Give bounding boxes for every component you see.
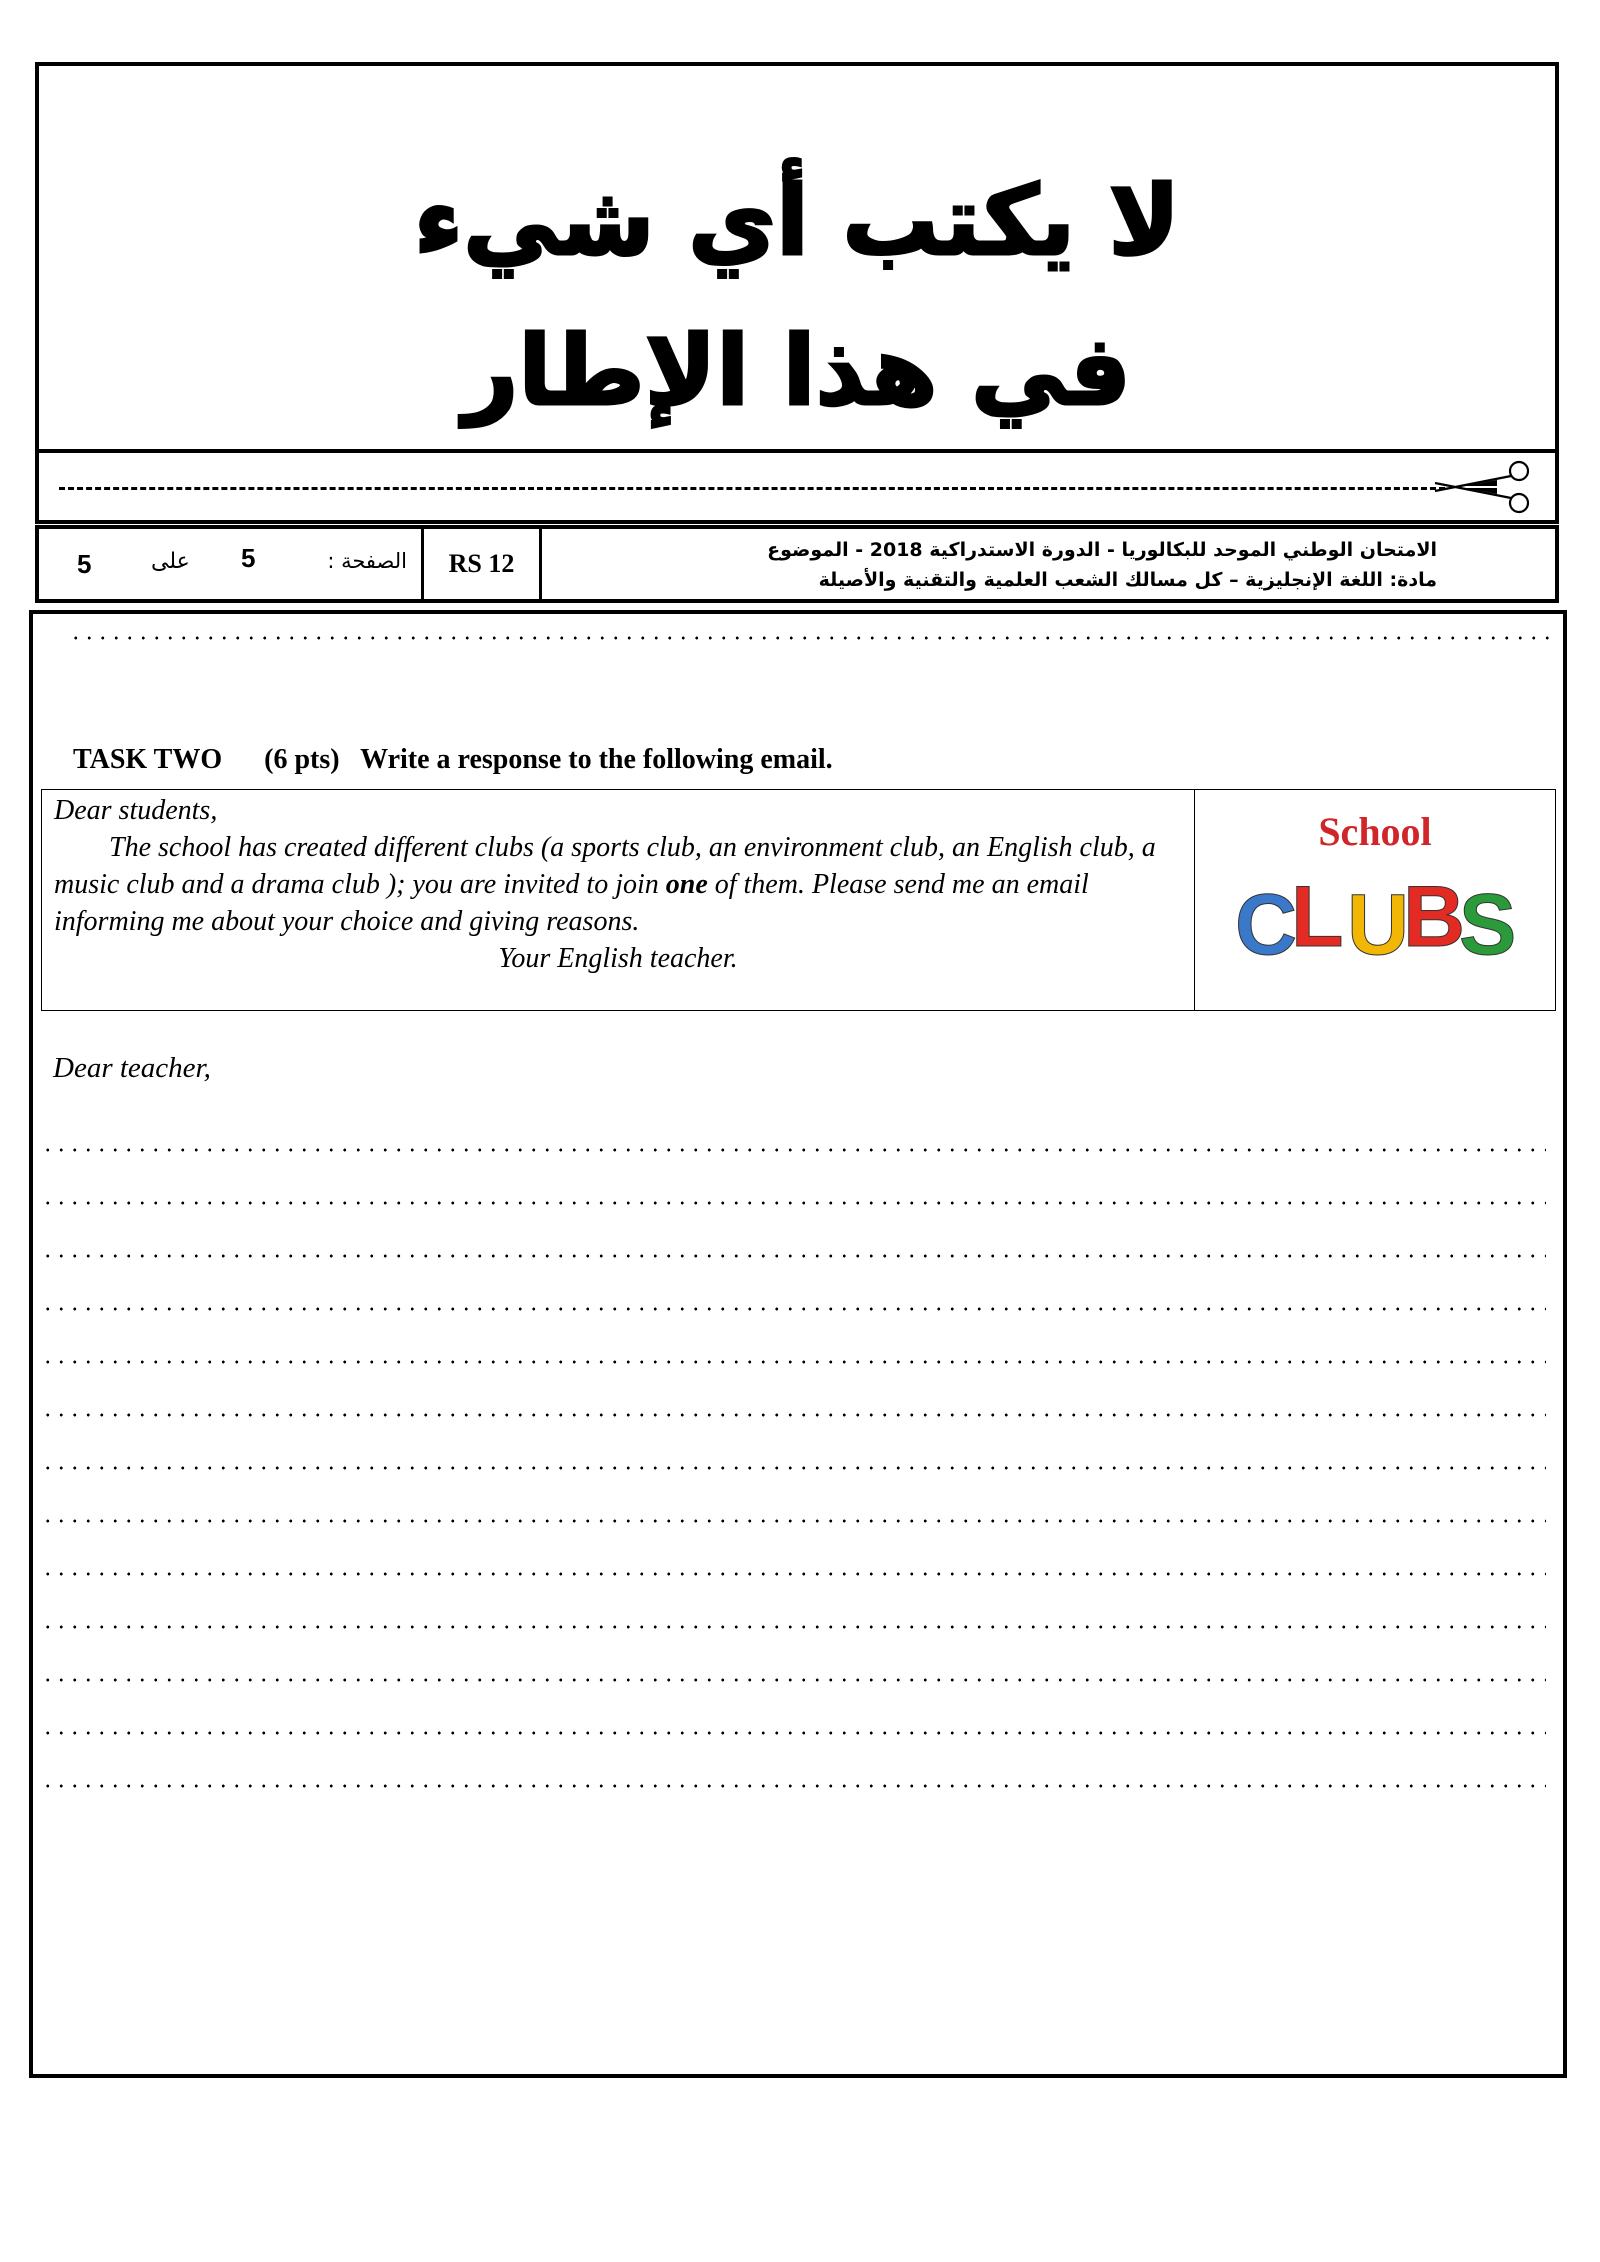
answer-line[interactable]: [41, 1784, 1546, 1788]
answer-line[interactable]: [41, 1678, 1546, 1682]
exam-header: [35, 525, 1559, 603]
answer-line[interactable]: [41, 1307, 1546, 1311]
logo-letter: C: [1235, 877, 1298, 973]
exam-session: الامتحان الوطني الموحد للبكالوريا - الدورة الاستدراكية 2018 - الموضوع: [767, 539, 1437, 561]
no-write-notice: [39, 146, 1555, 446]
logo-letter: L: [1291, 869, 1344, 965]
task-instruction: Write a response to the following email.: [360, 744, 833, 775]
school-clubs-logo: [1195, 790, 1555, 1010]
no-write-notice-line2: في هذا الإطار: [463, 315, 1131, 427]
answer-line[interactable]: [41, 1519, 1546, 1523]
logo-word-school: School: [1318, 809, 1432, 854]
page-total: 5: [77, 549, 92, 579]
answer-line[interactable]: [41, 1413, 1546, 1417]
subject-code: RS 12: [424, 529, 542, 599]
page-number: 5: [241, 543, 256, 573]
answer-line[interactable]: [41, 1572, 1546, 1576]
exam-info: [542, 529, 1555, 599]
continuation-dotted-line: [69, 636, 1549, 640]
answer-line[interactable]: [41, 1254, 1546, 1258]
no-write-notice-line1: لا يكتب أي شيء: [414, 165, 1180, 277]
answer-line[interactable]: [41, 1148, 1546, 1152]
answer-line[interactable]: [41, 1466, 1546, 1470]
logo-letter: B: [1403, 869, 1466, 965]
school-clubs-logo-image: [1195, 790, 1555, 1010]
answer-line[interactable]: [41, 1625, 1546, 1629]
logo-letter: U: [1347, 877, 1410, 973]
response-greeting: Dear teacher,: [53, 1052, 211, 1084]
answer-frame: [29, 610, 1567, 2078]
cut-strip: [35, 449, 1559, 524]
email-signature: Your English teacher.: [498, 943, 738, 974]
answer-line[interactable]: [41, 1201, 1546, 1205]
email-body: The school has created different clubs (a sports club, an environment club, an English club, a music club and a drama club ); you are invited to join one of them. Please send me an email informing me about your choice and giving reasons.: [54, 832, 1156, 937]
logo-letter: S: [1459, 877, 1517, 973]
email-emphasis: one: [665, 869, 708, 900]
task-title: TASK TWO: [73, 744, 223, 775]
answer-line[interactable]: [41, 1360, 1546, 1364]
page-of-label: على: [151, 549, 190, 574]
page-label: الصفحة :: [327, 549, 407, 573]
email-prompt-box: [41, 789, 1556, 1011]
email-salutation: Dear students,: [54, 795, 218, 826]
email-text: [42, 790, 1195, 1010]
scissors-icon: [1425, 457, 1535, 517]
no-write-frame: [35, 62, 1559, 453]
answer-line[interactable]: [41, 1731, 1546, 1735]
exam-subject: مادة: اللغة الإنجليزية – كل مسالك الشعب العلمية والتقنية والأصيلة: [818, 569, 1437, 591]
task-points: (6 pts): [264, 744, 340, 775]
page-indicator: [39, 529, 424, 599]
cut-line: [59, 487, 1445, 490]
task-heading: [73, 744, 833, 776]
